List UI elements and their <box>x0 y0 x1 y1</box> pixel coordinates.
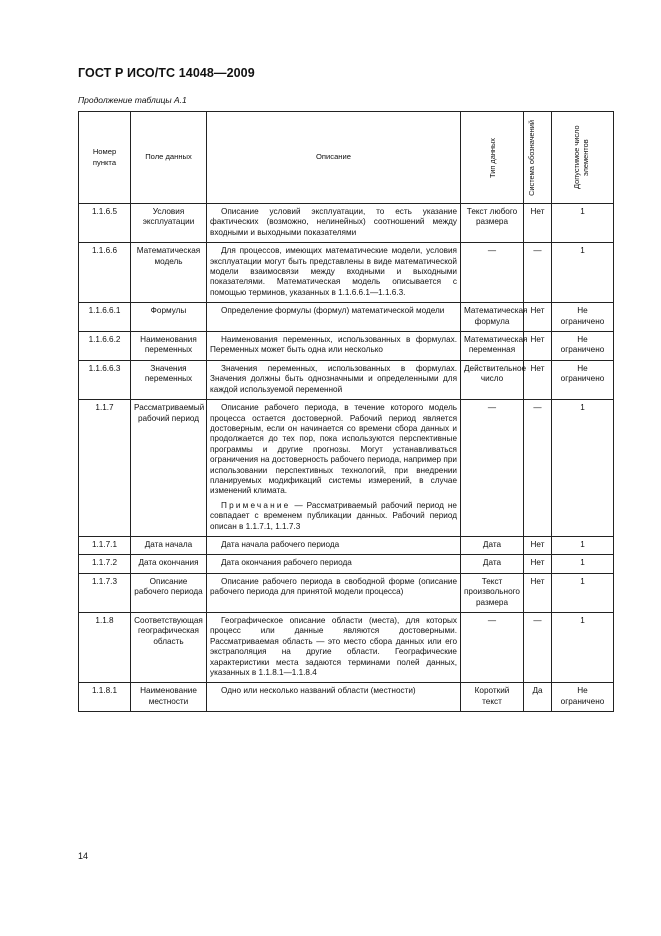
row-number: 1.1.7.1 <box>79 536 131 554</box>
document-header: ГОСТ Р ИСО/ТС 14048—2009 <box>78 66 255 80</box>
row-count: Не ограничено <box>552 683 614 712</box>
row-count: 1 <box>552 400 614 537</box>
row-field: Наименования переменных <box>131 332 207 361</box>
row-type: Текст произвольного размера <box>461 573 524 612</box>
row-type: Текст любого размера <box>461 204 524 243</box>
table-row <box>79 613 614 683</box>
row-system: Да <box>524 683 552 712</box>
row-count: 1 <box>552 573 614 612</box>
spec-table <box>78 111 614 712</box>
row-field: Дата начала <box>131 536 207 554</box>
table-row <box>79 400 614 537</box>
row-number: 1.1.6.6.1 <box>79 303 131 332</box>
col-count-header: Допустимое число элементов <box>571 125 590 190</box>
table-row <box>79 555 614 573</box>
note-label: Примечание <box>221 500 291 510</box>
row-type: Короткий текст <box>461 683 524 712</box>
note-text: — Рассматриваемый рабочий период не совпадает с временем публикации данных. Рабочий период описан в 1.1.7.1, 1.1.7.3 <box>210 500 457 531</box>
row-description: Описание рабочего периода в свободной форме (описание рабочего периода для принятой модели процесса) <box>207 573 461 612</box>
page-number: 14 <box>78 851 89 861</box>
row-description: Географическое описание области (места), для которых процесс или данные являются достоверными. Рассматриваемая область — это место сбора данных или его экстраполяция на другие области. Географические характеристики места задаются терминами полей данных, указанных в 1.1.8.1—1.1.8.4 <box>207 613 461 683</box>
row-number: 1.1.8 <box>79 613 131 683</box>
row-field: Условия эксплуатации <box>131 204 207 243</box>
row-type: — <box>461 400 524 537</box>
col-number-header: Номер пункта <box>79 112 131 204</box>
row-description-cell <box>207 400 461 537</box>
row-type: — <box>461 243 524 303</box>
col-field-header: Поле данных <box>131 112 207 204</box>
row-number: 1.1.7 <box>79 400 131 537</box>
row-system: Нет <box>524 360 552 399</box>
table-row <box>79 360 614 399</box>
row-description: Описание условий эксплуатации, то есть указание фактических (возможно, нелинейных) соотношений между входными и выходными показателями <box>207 204 461 243</box>
row-field: Соответствующая географическая область <box>131 613 207 683</box>
row-system: — <box>524 243 552 303</box>
row-description: Дата окончания рабочего периода <box>207 555 461 573</box>
row-system: Нет <box>524 332 552 361</box>
col-type-header: Тип данных <box>487 137 497 178</box>
row-number: 1.1.7.3 <box>79 573 131 612</box>
row-count: 1 <box>552 204 614 243</box>
row-number: 1.1.6.6.3 <box>79 360 131 399</box>
row-type: Дата <box>461 536 524 554</box>
row-field: Рассматриваемый рабочий период <box>131 400 207 537</box>
row-count: Не ограничено <box>552 332 614 361</box>
row-field: Математическая модель <box>131 243 207 303</box>
table-row <box>79 243 614 303</box>
row-count: 1 <box>552 536 614 554</box>
table-row <box>79 303 614 332</box>
row-field: Дата окончания <box>131 555 207 573</box>
row-system: Нет <box>524 303 552 332</box>
row-field: Значения переменных <box>131 360 207 399</box>
row-description: Для процессов, имеющих математические модели, условия эксплуатации могут быть представлены в виде математической модели взаимосвязи между входными и выходными показателями. Математическая модель описывается с помощью терминов, указанных в 1.1.6.6.1—1.1.6.3. <box>207 243 461 303</box>
table-row <box>79 332 614 361</box>
row-count: Не ограничено <box>552 303 614 332</box>
table-row <box>79 683 614 712</box>
row-count: 1 <box>552 243 614 303</box>
row-type: Дата <box>461 555 524 573</box>
row-system: — <box>524 613 552 683</box>
row-type: — <box>461 613 524 683</box>
row-type: Математическая переменная <box>461 332 524 361</box>
row-field: Описание рабочего периода <box>131 573 207 612</box>
row-number: 1.1.8.1 <box>79 683 131 712</box>
row-system: — <box>524 400 552 537</box>
row-number: 1.1.6.5 <box>79 204 131 243</box>
row-count: 1 <box>552 555 614 573</box>
row-description: Определение формулы (формул) математической модели <box>207 303 461 332</box>
row-system: Нет <box>524 536 552 554</box>
row-description: Значения переменных, использованных в формулах. Значения должны быть однозначными и определенными для каждой используемой переменной <box>207 360 461 399</box>
table-row <box>79 573 614 612</box>
table-caption: Продолжение таблицы А.1 <box>78 95 187 105</box>
table-row <box>79 204 614 243</box>
row-count: Не ограничено <box>552 360 614 399</box>
row-count: 1 <box>552 613 614 683</box>
row-field: Наименование местности <box>131 683 207 712</box>
row-number: 1.1.6.6.2 <box>79 332 131 361</box>
row-system: Нет <box>524 573 552 612</box>
table-header-row <box>79 112 614 204</box>
row-description: Наименования переменных, использованных в формулах. Переменных может быть одна или несколько <box>207 332 461 361</box>
row-field: Формулы <box>131 303 207 332</box>
row-description: Описание рабочего периода, в течение которого модель процесса остается достоверной. Рабочий период является достоверным, если он начинается со времени сбора данных и продолжается до тех пор, пока используются перспективные программы и другие прогнозы. Могут устанавливаться ограничения на достоверность рабочего периода, например при использовании перспективных технологий, при внедрении планируемых модификаций системы измерений, в случае изменений климата. <box>210 403 457 496</box>
row-type: Действительное число <box>461 360 524 399</box>
row-note <box>210 501 457 532</box>
table-row <box>79 536 614 554</box>
row-system: Нет <box>524 204 552 243</box>
row-number: 1.1.6.6 <box>79 243 131 303</box>
row-description: Одно или несколько названий области (местности) <box>207 683 461 712</box>
row-description: Дата начала рабочего периода <box>207 536 461 554</box>
col-description-header: Описание <box>207 112 461 204</box>
col-system-header: Система обозначений <box>526 119 536 196</box>
row-type: Математическая формула <box>461 303 524 332</box>
row-number: 1.1.7.2 <box>79 555 131 573</box>
row-system: Нет <box>524 555 552 573</box>
